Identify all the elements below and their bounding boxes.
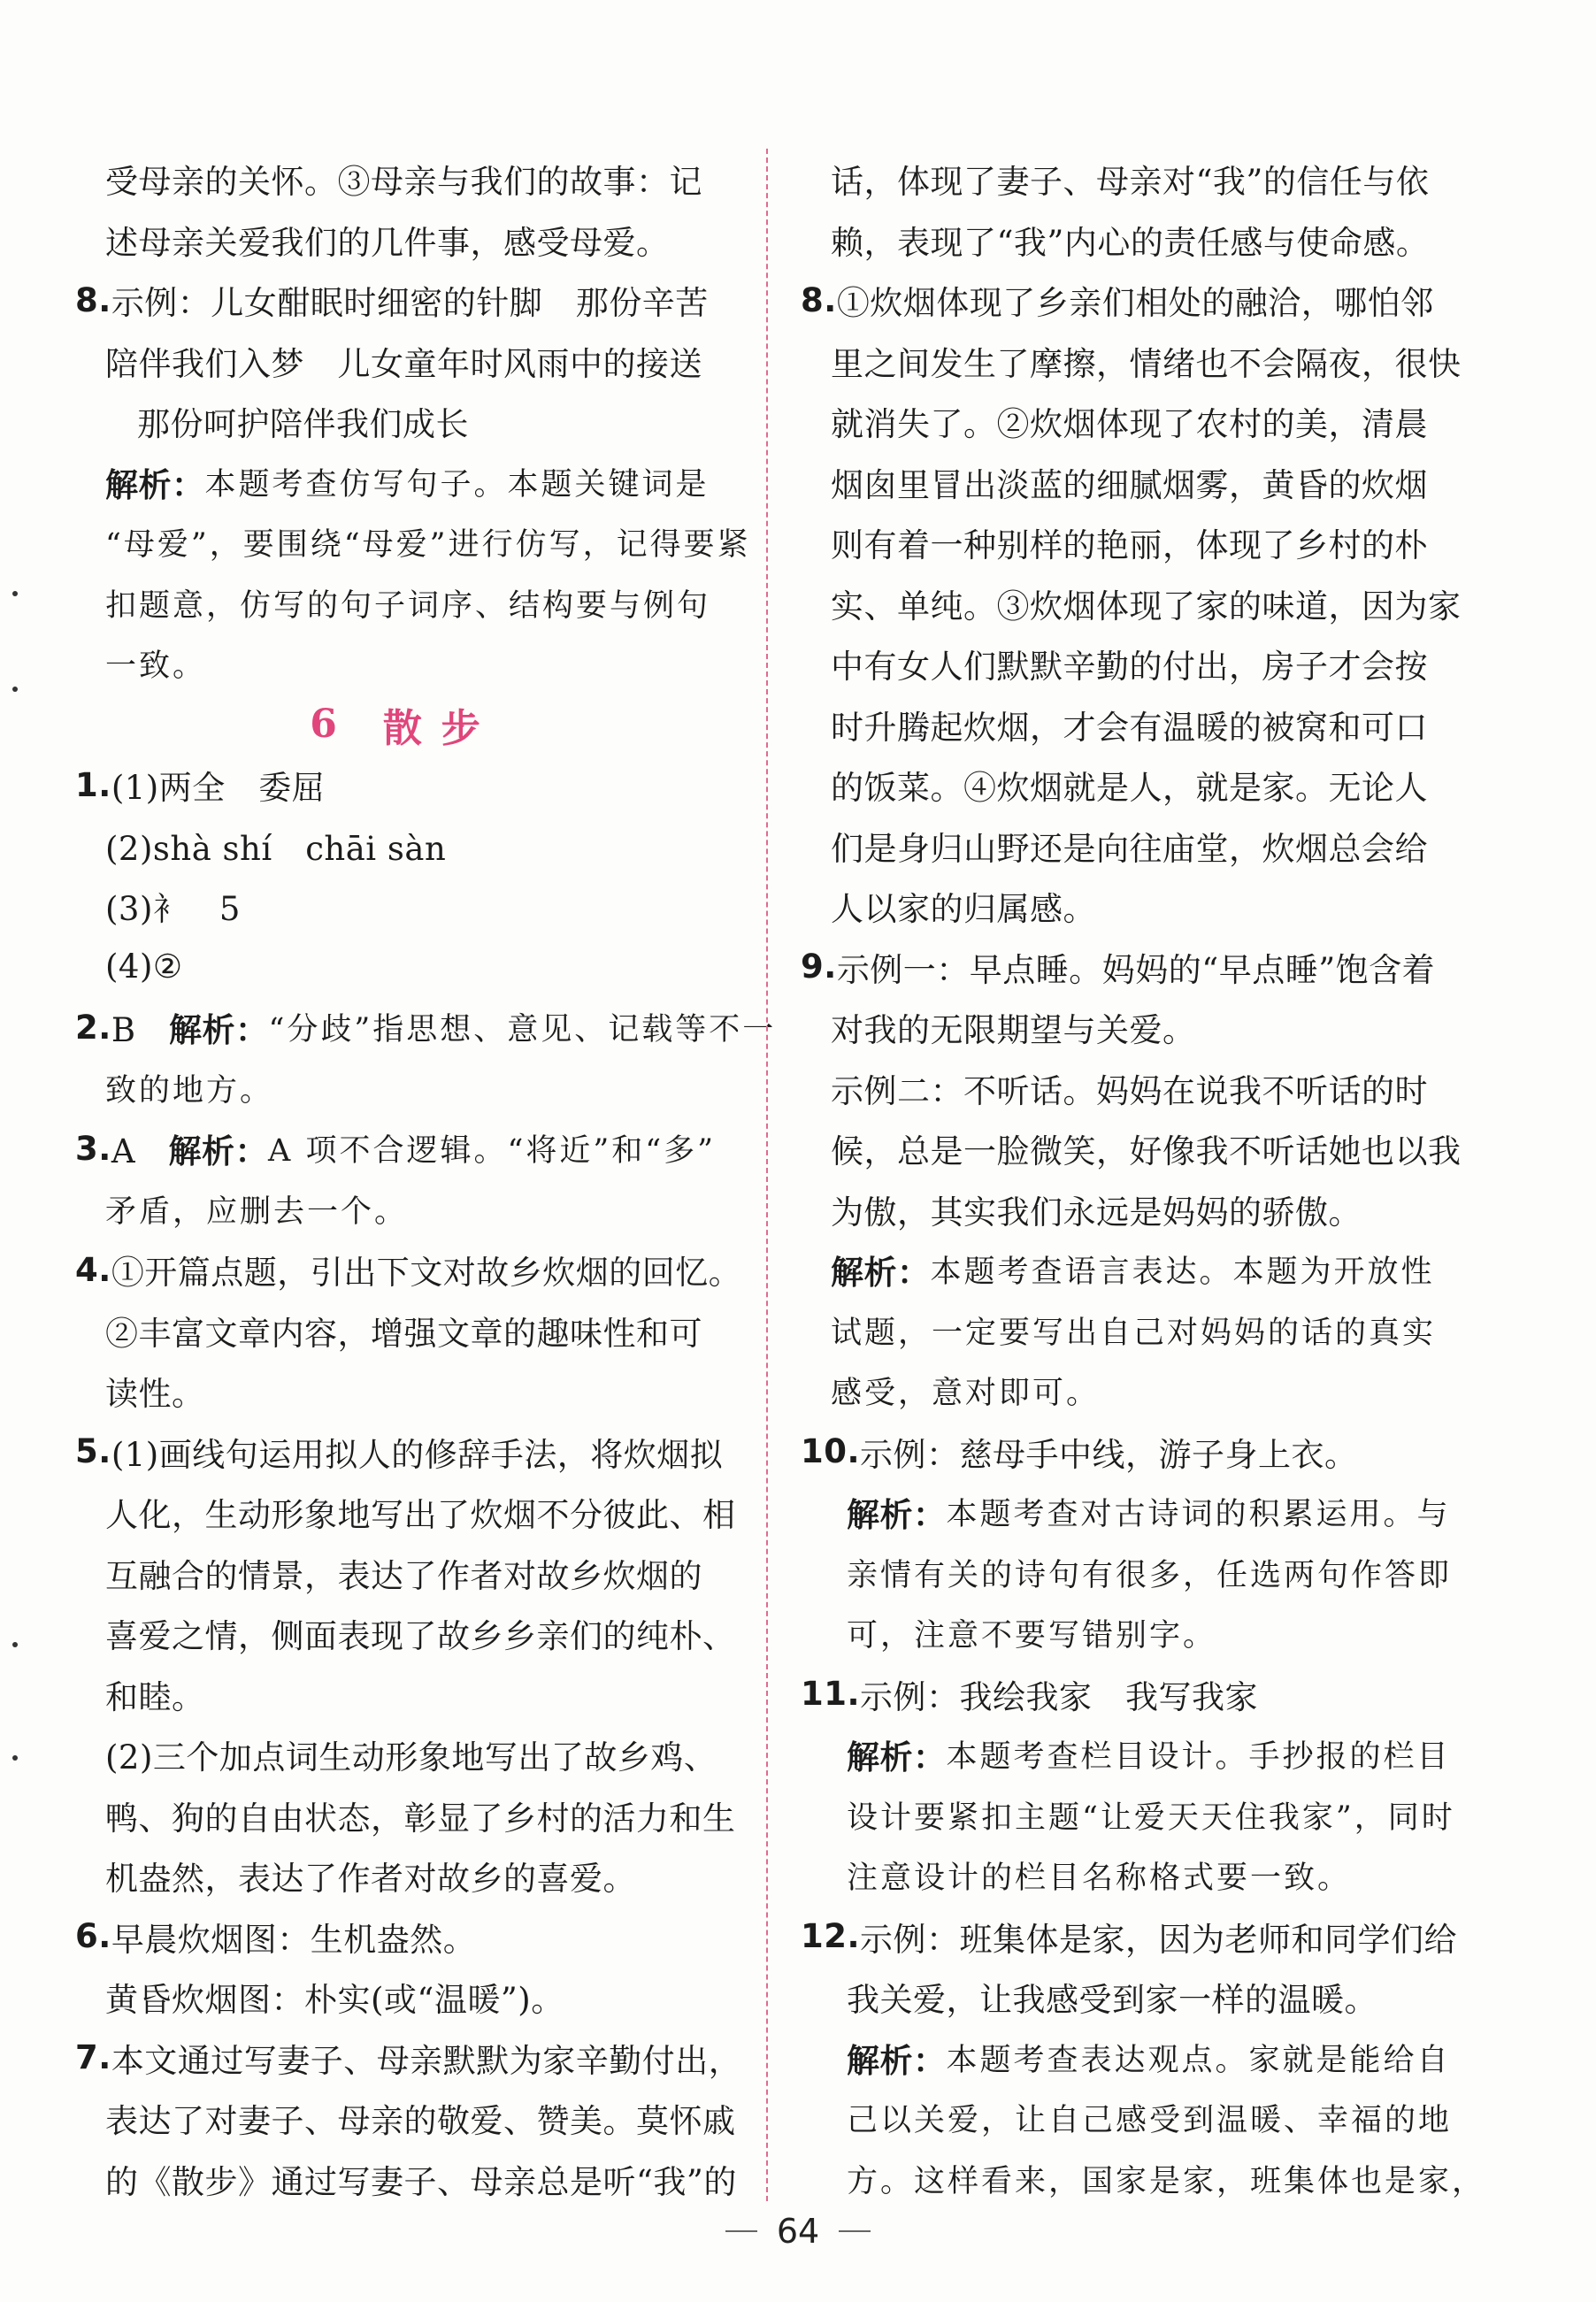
footer-dash-right [839, 2230, 871, 2232]
line-text: (1)画线句运用拟人的修辞手法，将炊烟拟 [111, 1435, 724, 1474]
line-text: 喜爱之情，侧面表现了故乡乡亲们的纯朴、 [105, 1617, 736, 1656]
text-line [75, 331, 734, 392]
text-line [801, 2149, 1486, 2210]
analysis-line [801, 1724, 1460, 1785]
left-column [75, 149, 777, 2209]
item-number: 8. [75, 280, 111, 319]
line-text: 本题考查表达观点。家就是能给自 [946, 2042, 1451, 2078]
text-line [75, 876, 734, 937]
line-text: 对我的无限期望与关爱。 [831, 1011, 1196, 1050]
item-number: 8. [801, 280, 837, 319]
text-line [801, 1118, 1460, 1179]
line-text: 读性。 [105, 1375, 205, 1414]
analysis-text: “分歧”指思想、意见、记载等不一 [268, 1012, 777, 1048]
answer-item-line [75, 1239, 742, 1301]
text-line [801, 876, 1460, 937]
line-text: 致的地方。 [105, 1072, 274, 1109]
line-text: 里之间发生了摩擦，情绪也不会隔夜，很快 [831, 344, 1462, 383]
footer-dash-left [725, 2230, 757, 2232]
line-text: 本文通过写妻子、母亲默默为家辛勤付出， [111, 2041, 742, 2080]
line-text: 示例一：早点睡。妈妈的“早点睡”饱含着 [836, 950, 1436, 989]
text-line [801, 331, 1460, 392]
analysis-label: 解析： [831, 1254, 931, 1293]
line-text: (2)三个加点词生动形象地写出了故乡鸡、 [105, 1738, 717, 1777]
answer-item-line [75, 270, 734, 331]
text-line [75, 1785, 734, 1846]
text-line [75, 149, 734, 210]
line-text: 中有女人们默默辛勤的付出，房子才会按 [831, 648, 1428, 687]
line-text: 本题考查对古诗词的积累运用。与 [946, 1497, 1451, 1533]
line-text: 的饭菜。④炊烟就是人，就是家。无论人 [831, 769, 1428, 808]
line-text: 陪伴我们入梦 儿女童年时风雨中的接送 [105, 344, 702, 383]
analysis-label: 解析： [169, 1011, 269, 1050]
line-text: B [111, 1011, 170, 1050]
line-text: 设计要紧扣主题“让爱天天住我家”，同时 [847, 1799, 1455, 1836]
analysis-text: A 项不合逻辑。“将近”和“多” [268, 1133, 717, 1170]
answer-item-line [801, 270, 1460, 331]
section-title-text: 散步 [382, 705, 500, 751]
answer-item-line [75, 997, 777, 1058]
analysis-line [801, 1482, 1460, 1543]
text-line [75, 937, 734, 998]
line-text: 本题考查仿写句子。本题关键词是 [204, 466, 710, 503]
answer-item-line [75, 2028, 742, 2089]
text-line [75, 1179, 734, 1240]
line-text: 表达了对妻子、母亲的敬爱、赞美。莫怀戚 [105, 2102, 736, 2141]
answer-item-line [75, 1907, 734, 1968]
text-line [75, 2088, 734, 2149]
text-line [75, 633, 734, 694]
answer-item-line [801, 937, 1460, 998]
line-text: 己以关爱，让自己感受到温暖、幸福的地 [847, 2103, 1453, 2139]
answer-item-line [801, 1422, 1460, 1483]
line-text: 方。这样看来，国家是家，班集体也是家， [847, 2163, 1486, 2199]
text-line [801, 1603, 1460, 1664]
line-text: (1)两全 委屈 [111, 769, 326, 808]
line-text: 示例：儿女酣眠时细密的针脚 那份辛苦 [111, 284, 709, 323]
line-text: A [111, 1132, 169, 1171]
line-text: 的《散步》通过写妻子、母亲总是听“我”的 [105, 2162, 737, 2201]
analysis-label: 解析： [847, 2041, 947, 2080]
line-text: 为傲，其实我们永远是妈妈的骄傲。 [831, 1193, 1362, 1232]
page-number: 64 [776, 2212, 820, 2251]
line-text: 人以家的归属感。 [831, 890, 1096, 929]
line-text: 亲情有关的诗句有很多，任选两句作答即 [847, 1557, 1453, 1593]
line-text: 实、单纯。③炊烟体现了家的味道，因为家 [831, 587, 1462, 625]
text-line [801, 1301, 1460, 1362]
text-line [801, 2088, 1460, 2149]
answer-item-line [75, 1422, 734, 1483]
line-text: “母爱”，要围绕“母爱”进行仿写，记得要紧 [105, 527, 751, 564]
right-column [801, 149, 1486, 2209]
line-text: 互融合的情景，表达了作者对故乡炊烟的 [105, 1556, 702, 1595]
line-text: 试题，一定要写出自己对妈妈的话的真实 [831, 1315, 1437, 1351]
line-text: 本题考查语言表达。本题为开放性 [930, 1255, 1435, 1291]
text-line [75, 1361, 734, 1422]
analysis-line [801, 1239, 1460, 1301]
line-text: 鸭、狗的自由状态，彰显了乡村的活力和生 [105, 1799, 736, 1838]
text-line [801, 755, 1460, 816]
item-number: 12. [801, 1917, 861, 1956]
line-text: 时升腾起炊烟，才会有温暖的被窝和可口 [831, 708, 1428, 747]
line-text: 受母亲的关怀。③母亲与我们的故事：记 [105, 163, 702, 202]
item-number: 3. [75, 1129, 111, 1168]
item-number: 11. [801, 1675, 861, 1714]
line-text: ②丰富文章内容，增强文章的趣味性和可 [105, 1314, 702, 1353]
line-text: 烟囱里冒出淡蓝的细腻烟雾，黄昏的炊烟 [831, 465, 1428, 504]
text-line [801, 573, 1460, 634]
text-line [801, 1058, 1460, 1119]
line-text: 示例二：不听话。妈妈在说我不听话的时 [831, 1071, 1428, 1110]
section-number: 6 [310, 702, 357, 748]
item-number: 5. [75, 1432, 111, 1471]
text-line [75, 1724, 734, 1785]
answer-item-line [75, 755, 734, 816]
analysis-label: 解析： [847, 1738, 947, 1777]
text-line [75, 1967, 734, 2028]
text-line [801, 1361, 1460, 1422]
margin-mark [12, 591, 18, 596]
line-text: 话，体现了妻子、母亲对“我”的信任与依 [831, 163, 1430, 202]
line-text: (4)② [105, 948, 183, 986]
line-text: 黄昏炊烟图：朴实(或“温暖”)。 [105, 1981, 564, 2020]
item-number: 1. [75, 765, 111, 804]
text-line [75, 2149, 737, 2210]
line-text: 机盎然，表达了作者对故乡的喜爱。 [105, 1860, 636, 1899]
analysis-label: 解析： [105, 465, 205, 504]
text-line [75, 391, 734, 452]
line-text: 则有着一种别样的艳丽，体现了乡村的朴 [831, 526, 1428, 565]
line-text: 那份呵护陪伴我们成长 [137, 405, 469, 444]
line-text: 人化，生动形象地写出了炊烟不分彼此、相 [105, 1496, 736, 1535]
page-footer [0, 2212, 1596, 2251]
line-text: 矛盾，应删去一个。 [105, 1193, 409, 1230]
text-line [801, 210, 1460, 271]
text-line [75, 1301, 734, 1362]
analysis-line [801, 2028, 1460, 2089]
line-text: 示例：慈母手中线，游子身上衣。 [860, 1435, 1358, 1474]
text-line [75, 816, 734, 877]
line-text: 述母亲关爱我们的几件事，感受母爱。 [105, 223, 670, 262]
line-text: 注意设计的栏目名称格式要一致。 [847, 1861, 1352, 1897]
text-line [801, 816, 1460, 877]
column-divider [766, 149, 768, 2201]
text-line [75, 210, 734, 271]
analysis-label: 解析： [847, 1496, 947, 1535]
line-text: ①开篇点题，引出下文对故乡炊烟的回忆。 [111, 1254, 742, 1293]
line-text: 们是身归山野还是向往庙堂，炊烟总会给 [831, 829, 1428, 868]
margin-mark [12, 1755, 18, 1761]
text-line [75, 512, 751, 573]
line-text: 可，注意不要写错别字。 [847, 1618, 1217, 1654]
line-text: 本题考查栏目设计。手抄报的栏目 [946, 1739, 1451, 1776]
text-line [801, 1543, 1460, 1604]
text-line [801, 1845, 1460, 1907]
line-text: 示例：班集体是家，因为老师和同学们给 [860, 1920, 1458, 1959]
line-text: 候，总是一脸微笑，好像我不听话她也以我 [831, 1132, 1462, 1171]
text-line [75, 1058, 734, 1119]
margin-mark [12, 1642, 18, 1647]
answer-item-line [801, 1664, 1460, 1725]
text-line [801, 1967, 1460, 2028]
line-text: 扣题意，仿写的句子词序、结构要与例句 [105, 587, 711, 624]
item-number: 6. [75, 1917, 111, 1956]
line-text: 一致。 [105, 648, 207, 685]
line-text: 早晨炊烟图：生机盎然。 [111, 1920, 477, 1959]
text-line [801, 1179, 1460, 1240]
line-text: 就消失了。②炊烟体现了农村的美，清晨 [831, 405, 1428, 444]
answer-item-line [801, 1907, 1460, 1968]
line-text: 和睦。 [105, 1677, 205, 1716]
line-text: 我关爱，让我感受到家一样的温暖。 [847, 1981, 1377, 2020]
analysis-label: 解析： [168, 1132, 269, 1171]
text-line [801, 633, 1460, 694]
item-number: 2. [75, 1008, 111, 1047]
text-line [75, 573, 734, 634]
text-line [801, 149, 1460, 210]
text-line [75, 1543, 734, 1604]
line-text: (3)衤 5 [105, 890, 241, 929]
margin-mark [12, 687, 18, 692]
text-line [75, 1664, 734, 1725]
text-line [801, 452, 1460, 513]
text-line [75, 1482, 734, 1543]
line-text: 感受，意对即可。 [831, 1376, 1101, 1412]
text-line [801, 997, 1460, 1058]
text-line [801, 694, 1460, 756]
analysis-line [75, 452, 734, 513]
text-line [801, 391, 1460, 452]
text-line [801, 1785, 1460, 1846]
line-text: (2)shà shí chāi sàn [105, 829, 447, 868]
item-number: 4. [75, 1250, 111, 1289]
section-title [75, 694, 734, 756]
line-text: 赖，表现了“我”内心的责任感与使命感。 [831, 223, 1430, 262]
text-line [75, 1603, 734, 1664]
line-text: 示例：我绘我家 我写我家 [860, 1677, 1259, 1716]
item-number: 7. [75, 2038, 111, 2077]
line-text: ①炊烟体现了乡亲们相处的融洽，哪怕邻 [836, 284, 1434, 323]
item-number: 10. [801, 1432, 861, 1471]
text-line [801, 512, 1460, 573]
answer-item-line [75, 1118, 734, 1179]
item-number: 9. [801, 948, 837, 986]
text-line [75, 1845, 734, 1907]
